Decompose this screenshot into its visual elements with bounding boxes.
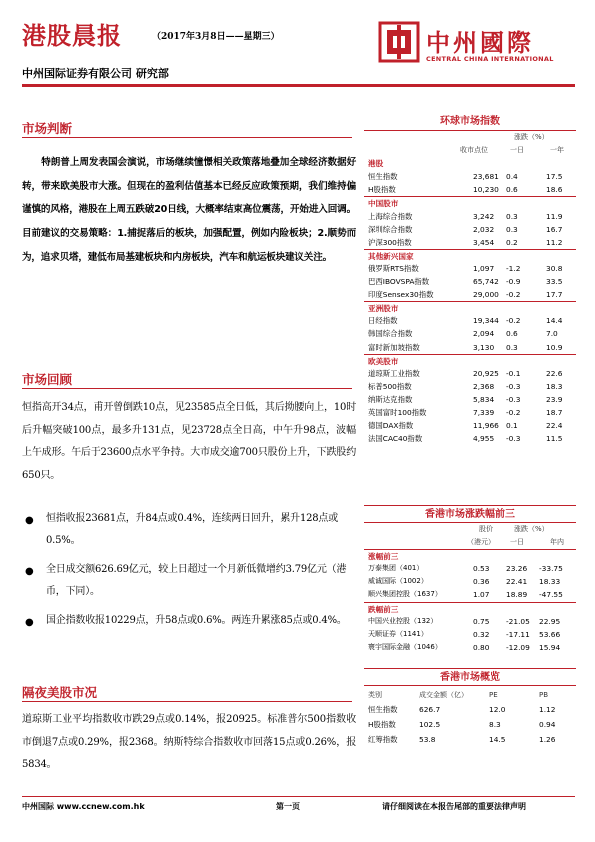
index-change-1y: 14.4 [546, 316, 563, 326]
stock-name: 中国兴业控股（132） [368, 616, 438, 625]
index-change-1y: 18.6 [546, 185, 563, 195]
stock-change-ytd: 15.94 [539, 642, 561, 652]
list-item [22, 508, 356, 552]
index-change-1y: 23.9 [546, 394, 563, 404]
index-change-1d: -1.2 [506, 263, 521, 273]
table-group-label [364, 301, 576, 314]
table-group-label [364, 354, 576, 367]
overview-pb: 1.12 [539, 705, 556, 715]
group-name: 港股 [368, 159, 384, 169]
header-rule [22, 84, 575, 87]
index-change-1d: 0.4 [506, 172, 518, 182]
table-row [364, 314, 576, 327]
logo-text-cn: 中州國際 [426, 28, 534, 57]
index-name: 沪深300指数 [368, 237, 412, 247]
stock-change-ytd: -47.55 [539, 590, 563, 600]
table-row [364, 380, 576, 393]
table-group-label [364, 549, 576, 562]
index-change-1d: -0.2 [506, 290, 521, 300]
index-change-1y: 7.0 [546, 329, 558, 339]
table-header [364, 536, 576, 549]
overview-pe: 14.5 [489, 735, 506, 745]
col-1y-header: 一年 [550, 146, 564, 155]
table-row [364, 615, 576, 628]
table-row [364, 183, 576, 196]
index-close: 3,242 [473, 211, 495, 221]
movers-body [364, 549, 576, 654]
table-row [364, 210, 576, 223]
index-close: 2,368 [473, 381, 495, 391]
group-name: 涨幅前三 [368, 552, 399, 562]
footer-disclaimer: 请仔细阅读在本报告尾部的重要法律声明 [382, 802, 526, 811]
index-close: 65,742 [473, 277, 499, 287]
index-name: 德国DAX指数 [368, 421, 414, 431]
overview-name: 红筹指数 [368, 735, 398, 745]
overview-turnover: 626.7 [419, 705, 441, 715]
movers-title: 香港市场涨跌幅前三 [364, 505, 576, 523]
logo-text-en: CENTRAL CHINA INTERNATIONAL [426, 55, 554, 63]
overview-pe: 8.3 [489, 720, 501, 730]
footer-left: 中州国际 www.ccnew.com.hk [22, 802, 145, 811]
col-change-header: 涨跌（%） [514, 133, 549, 141]
table-row [364, 393, 576, 406]
us-market-heading: 隔夜美股市况 [22, 685, 98, 700]
market-judgment-heading: 市场判断 [22, 121, 73, 136]
index-change-1d: 0.2 [506, 237, 518, 247]
table-row [364, 432, 576, 445]
logo-mark-icon [378, 21, 420, 63]
stock-name: 寰宇国际金融（1046） [368, 642, 442, 651]
index-close: 10,230 [473, 185, 499, 195]
index-name: 巴西IBOVSPA指数 [368, 277, 430, 287]
table-row [364, 732, 576, 747]
overview-name: H股指数 [368, 720, 396, 730]
table-group-label [364, 157, 576, 170]
table-group-label [364, 602, 576, 615]
index-close: 3,454 [473, 237, 495, 247]
index-close: 19,344 [473, 316, 499, 326]
table-row [364, 641, 576, 654]
group-name: 中国股市 [368, 199, 399, 209]
index-name: 英国富时100指数 [368, 407, 427, 417]
market-judgment-text: 特朗普上周发表国会演说，市场继续憧憬相关政策落地叠加全球经济数据好转，带来欧美股市大涨。但现在的盈利估值基本已经反应政策预期，我们维持偏谨慎的风格，港股在上周五跌破20日线，大概率结束高位震荡，开始进入回调。目前建议的交易策略：1.捕捉落后的板块，加强配置，例如内险板块；2.顺势而为，追求贝塔，建低布局基建板块和内房板块，汽车和航运板块建议关注。 [22, 157, 356, 263]
stock-price: 0.53 [473, 564, 490, 574]
overview-pb: 1.26 [539, 735, 556, 745]
table-row [364, 327, 576, 340]
movers-panel [364, 505, 576, 654]
report-date: （2017年3月8日——星期三） [152, 32, 280, 42]
bullet-text: 恒指收报23681点，升84点或0.4%，连续两日回升，累升128点或0.5%。 [46, 513, 339, 546]
col-change-header: 涨跌（%） [514, 525, 549, 533]
section-divider [22, 388, 352, 389]
index-change-1d: -0.3 [506, 434, 521, 444]
stock-change-ytd: 18.33 [539, 577, 561, 587]
stock-change-1d: 22.41 [506, 577, 528, 587]
global-indices-panel [364, 113, 576, 445]
table-row [364, 406, 576, 419]
table-row [364, 170, 576, 183]
bullet-icon: ● [25, 617, 34, 628]
index-change-1d: -0.2 [506, 316, 521, 326]
stock-change-1d: 23.26 [506, 564, 528, 574]
company-name: 中州国际证券有限公司 研究部 [22, 67, 169, 80]
index-change-1d: -0.2 [506, 407, 521, 417]
stock-change-1d: -21.05 [506, 616, 530, 626]
table-row [364, 367, 576, 380]
index-change-1y: 16.7 [546, 224, 563, 234]
list-item [22, 559, 356, 603]
report-title: 港股晨报 [22, 22, 122, 50]
table-row [364, 341, 576, 354]
col-pb-header: PB [539, 691, 549, 699]
stock-name: 顺兴集团控股（1637） [368, 590, 442, 599]
index-close: 29,000 [473, 290, 499, 300]
hk-overview-panel [364, 668, 576, 747]
stock-change-1d: 18.89 [506, 590, 528, 600]
index-name: 日经指数 [368, 316, 398, 326]
index-close: 2,032 [473, 224, 495, 234]
stock-price: 0.32 [473, 629, 490, 639]
index-change-1d: -0.3 [506, 381, 521, 391]
index-name: 恒生指数 [368, 172, 398, 182]
index-change-1y: 17.5 [546, 172, 563, 182]
table-row [364, 275, 576, 288]
index-change-1y: 10.9 [546, 342, 563, 352]
index-name: 道琼斯工业指数 [368, 368, 420, 378]
index-change-1d: -0.1 [506, 368, 521, 378]
bullet-icon: ● [25, 566, 34, 577]
table-header [364, 131, 576, 144]
index-change-1y: 11.5 [546, 434, 563, 444]
market-review-bullets [22, 508, 356, 639]
hk-overview-title: 香港市场概览 [364, 668, 576, 686]
group-name: 欧美股市 [368, 356, 399, 366]
overview-turnover: 53.8 [419, 735, 436, 745]
table-group-label [364, 196, 576, 209]
list-item [22, 610, 356, 632]
col-pe-header: PE [489, 691, 498, 699]
col-ytd-header: 年内 [550, 538, 564, 547]
stock-name: 天顺证券（1141） [368, 629, 428, 638]
overview-pe: 12.0 [489, 705, 506, 715]
hk-overview-body [364, 702, 576, 747]
col-close-header: 收市点位 [460, 146, 488, 155]
col-price-unit: （港元） [467, 538, 495, 547]
index-change-1d: 0.3 [506, 342, 518, 352]
index-close: 20,925 [473, 368, 499, 378]
index-change-1y: 33.5 [546, 277, 563, 287]
global-indices-title: 环球市场指数 [364, 113, 576, 131]
group-name: 其他新兴国家 [368, 251, 414, 261]
table-header [364, 689, 576, 702]
stock-change-1d: -17.11 [506, 629, 530, 639]
table-row [364, 262, 576, 275]
index-change-1y: 22.4 [546, 421, 563, 431]
index-name: 富时新加坡指数 [368, 342, 420, 352]
col-1d-header: 一日 [510, 146, 524, 155]
col-1d-header: 一日 [510, 538, 524, 547]
col-turnover-header: 成交金额（亿） [419, 691, 468, 699]
company-logo [378, 21, 578, 67]
stock-change-ytd: -33.75 [539, 564, 563, 574]
index-name: 深圳综合指数 [368, 224, 413, 234]
overview-turnover: 102.5 [419, 720, 441, 730]
index-change-1y: 18.3 [546, 381, 563, 391]
table-row [364, 702, 576, 717]
group-name: 亚洲股市 [368, 304, 399, 314]
index-change-1y: 17.7 [546, 290, 563, 300]
bullet-text: 全日成交额626.69亿元，较上日超过一个月新低微增约3.79亿元（港币，下同）。 [46, 564, 347, 597]
bullet-text: 国企指数收报10229点，升58点或0.6%。两连升累涨85点或0.4%。 [46, 615, 347, 626]
stock-name: 万泰集团（401） [368, 564, 424, 573]
table-row [364, 575, 576, 588]
table-row [364, 419, 576, 432]
index-close: 11,966 [473, 421, 499, 431]
table-header [364, 144, 576, 157]
index-change-1y: 11.9 [546, 211, 563, 221]
stock-price: 1.07 [473, 590, 490, 600]
section-divider [22, 137, 352, 138]
index-change-1d: -0.9 [506, 277, 521, 287]
index-close: 3,130 [473, 342, 495, 352]
index-close: 7,339 [473, 407, 495, 417]
table-row [364, 223, 576, 236]
index-change-1y: 18.7 [546, 407, 563, 417]
table-header [364, 523, 576, 536]
index-change-1d: 0.3 [506, 224, 518, 234]
index-name: 俄罗斯RTS指数 [368, 263, 419, 273]
table-group-label [364, 249, 576, 262]
group-name: 跌幅前三 [368, 604, 399, 614]
index-close: 1,097 [473, 263, 495, 273]
index-close: 5,834 [473, 394, 495, 404]
index-close: 4,955 [473, 434, 495, 444]
index-name: H股指数 [368, 185, 396, 195]
index-name: 纳斯达克指数 [368, 394, 413, 404]
index-change-1d: 0.6 [506, 185, 518, 195]
index-close: 23,681 [473, 172, 499, 182]
table-row [364, 288, 576, 301]
index-change-1d: -0.3 [506, 394, 521, 404]
index-name: 韩国综合指数 [368, 329, 413, 339]
table-row [364, 717, 576, 732]
market-review-text: 恒指高开34点，甫开曾倒跌10点，见23585点全日低，其后拗腰向上，10时后升幅突破100点，最多升131点，见23728点全日高，中午升98点，波幅上午成形。午后于23600点水平争持。大市成交逾700只股份上升，下跌股约650只。 [22, 402, 356, 481]
index-change-1y: 22.6 [546, 368, 563, 378]
index-name: 标普500指数 [368, 381, 412, 391]
index-change-1y: 30.8 [546, 263, 563, 273]
index-name: 法国CAC40指数 [368, 434, 423, 444]
stock-change-ytd: 53.66 [539, 629, 561, 639]
stock-change-1d: -12.09 [506, 642, 530, 652]
index-change-1d: 0.6 [506, 329, 518, 339]
index-change-1d: 0.3 [506, 211, 518, 221]
stock-price: 0.75 [473, 616, 490, 626]
stock-price: 0.36 [473, 577, 490, 587]
col-type-header: 类别 [368, 691, 382, 699]
col-price-header: 股价 [479, 525, 493, 533]
table-row [364, 562, 576, 575]
overview-name: 恒生指数 [368, 705, 398, 715]
page-number: 第一页 [276, 802, 300, 811]
index-name: 印度Sensex30指数 [368, 290, 434, 300]
index-close: 2,094 [473, 329, 495, 339]
table-row [364, 588, 576, 601]
stock-change-ytd: 22.95 [539, 616, 561, 626]
stock-name: 威诚国际（1002） [368, 577, 428, 586]
index-name: 上海综合指数 [368, 211, 413, 221]
section-divider [22, 701, 352, 702]
index-change-1y: 11.2 [546, 237, 563, 247]
market-review-heading: 市场回顾 [22, 372, 73, 387]
table-row [364, 628, 576, 641]
overview-pb: 0.94 [539, 720, 556, 730]
global-indices-body [364, 157, 576, 445]
us-market-text: 道琼斯工业平均指数收市跌29点或0.14%，报20925。标准普尔500指数收市倒退7点或0.29%，报2368。纳斯特综合指数收市回落15点或0.26%，报5834。 [22, 714, 356, 770]
bullet-icon: ● [25, 515, 34, 526]
stock-price: 0.80 [473, 642, 490, 652]
index-change-1d: 0.1 [506, 421, 518, 431]
footer-rule [22, 796, 575, 797]
table-row [364, 236, 576, 249]
